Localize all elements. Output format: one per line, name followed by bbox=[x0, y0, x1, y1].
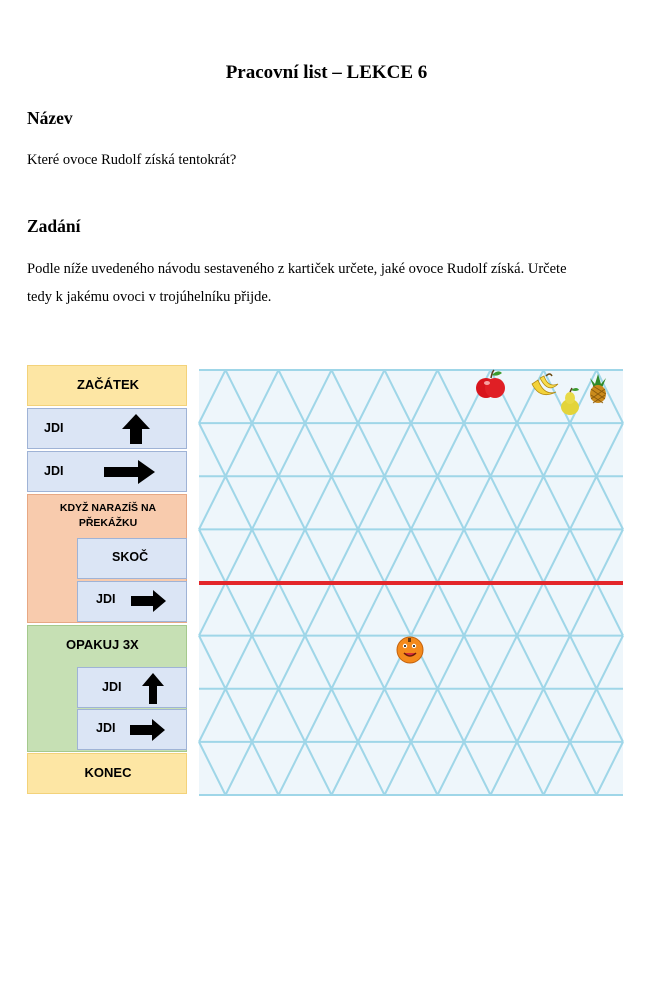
page-title: Pracovní list – LEKCE 6 bbox=[225, 62, 428, 83]
repeat-block: OPAKUJ 3X bbox=[27, 625, 187, 752]
start-card: ZAČÁTEK bbox=[27, 365, 187, 406]
jump-card: SKOČ bbox=[77, 538, 187, 579]
name-text: Které ovoce Rudolf získá tentokrát? bbox=[27, 152, 237, 168]
repeat-go-right-card: JDI bbox=[77, 709, 187, 750]
rudolf-character bbox=[397, 637, 423, 663]
task-line-1: Podle níže uvedeného návodu sestaveného z kartiček určete, jaké ovoce Rudolf získá. Určete bbox=[27, 261, 567, 277]
task-line-2: tedy k jakému ovoci v trojúhelníku přijde. bbox=[27, 289, 272, 305]
name-heading: Název bbox=[27, 108, 73, 128]
repeat-go-up-card: JDI bbox=[77, 667, 187, 708]
go-up-card: JDI bbox=[27, 408, 187, 449]
if-go-right-card: JDI bbox=[77, 581, 187, 622]
task-heading: Zadání bbox=[27, 216, 81, 236]
end-card: KONEC bbox=[27, 753, 187, 794]
go-right-card: JDI bbox=[27, 451, 187, 492]
if-label-line-1: KDYŽ NARAZÍŠ NA bbox=[59, 502, 157, 514]
if-label-line-2: PŘEKÁŽKU bbox=[78, 517, 138, 529]
